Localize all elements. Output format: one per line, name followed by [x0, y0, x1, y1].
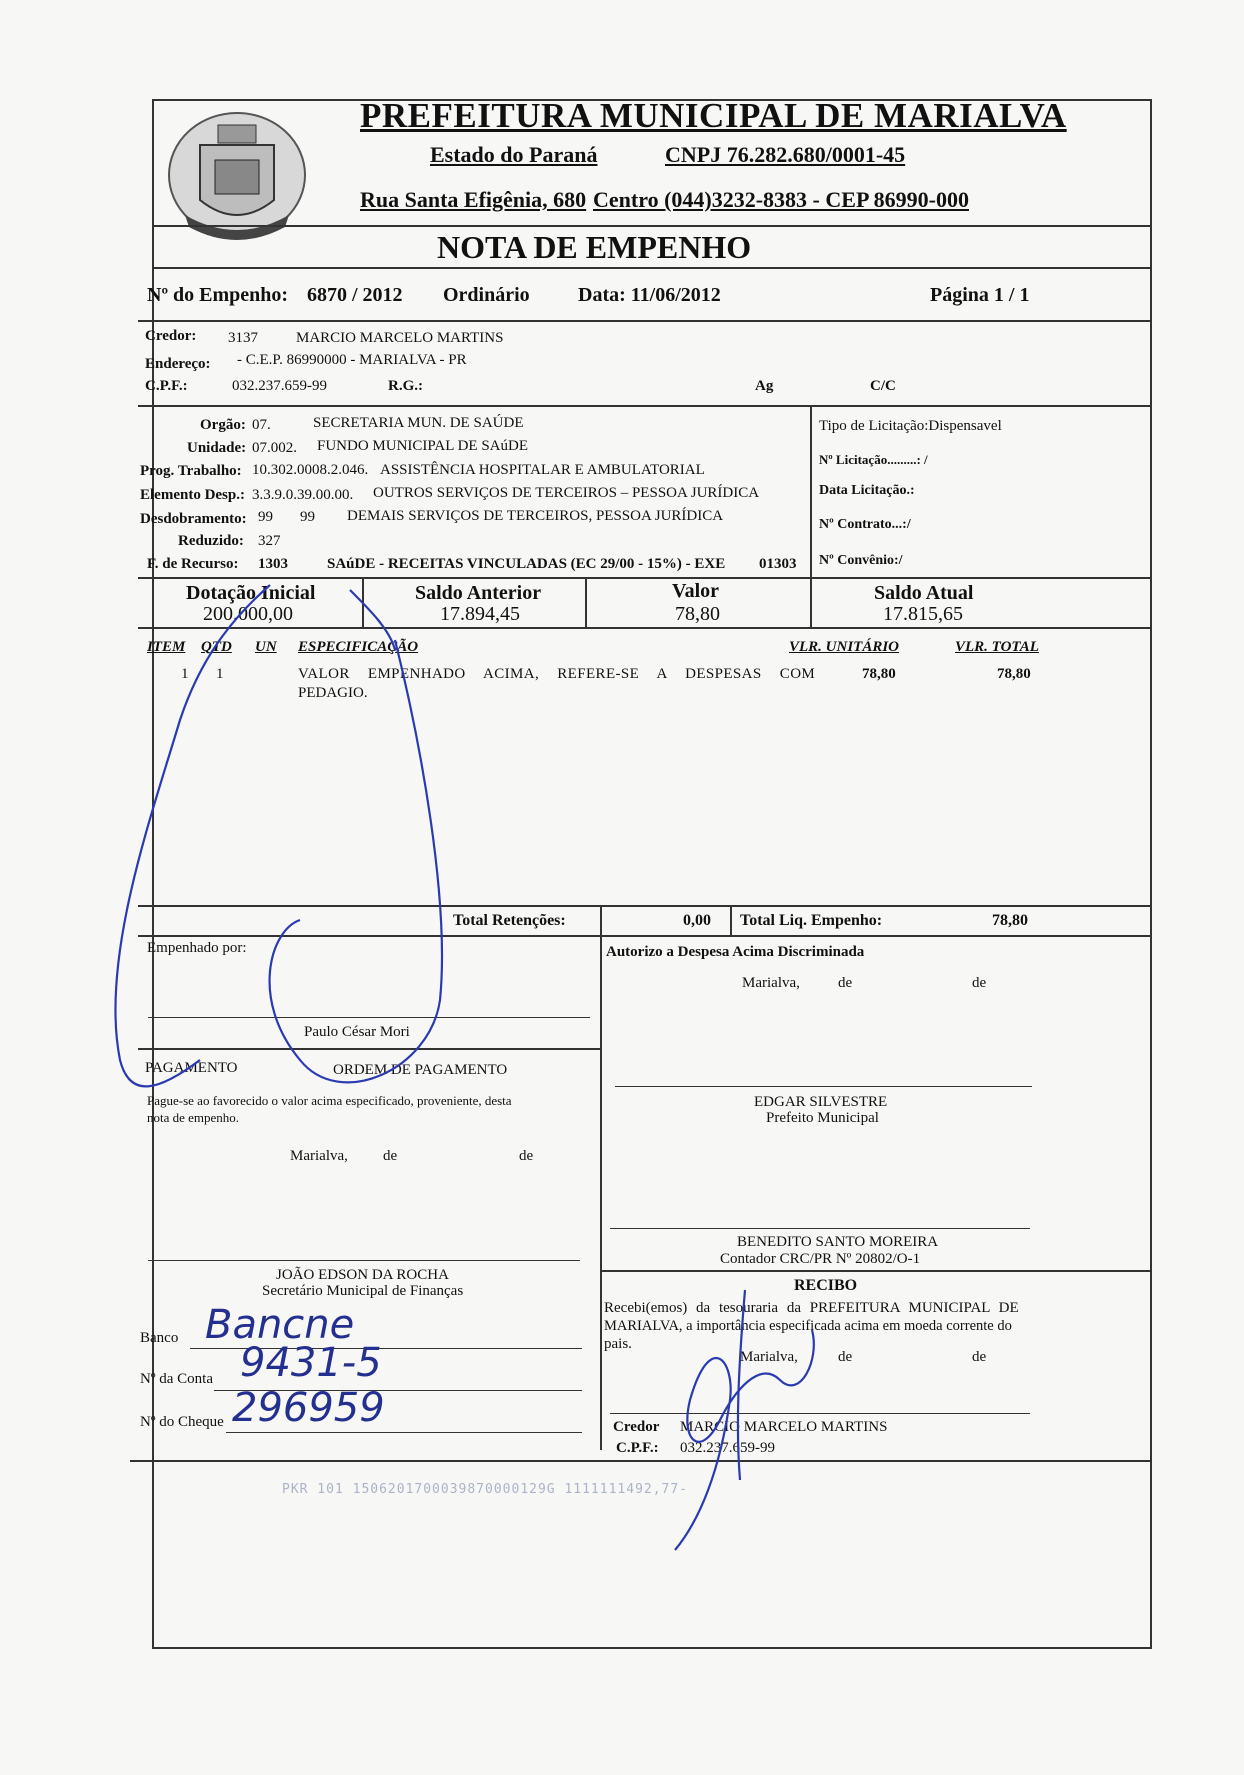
contact-label: Centro (044)3232-8383 - CEP 86990-000 — [593, 187, 969, 212]
total-liquido-value: 78,80 — [992, 912, 1028, 929]
valor-label: Valor — [672, 580, 720, 602]
saldo-anterior-label: Saldo Anterior — [415, 582, 542, 604]
total-retencoes-value: 0,00 — [683, 912, 711, 929]
saldo-anterior-value: 17.894,45 — [440, 603, 520, 625]
saldo-atual-value: 17.815,65 — [883, 603, 963, 625]
recibo-credor-name: MARCIO MARCELO MARTINS — [680, 1419, 888, 1435]
pagamento-local: Marialva, — [290, 1148, 348, 1164]
orgao-desc: SECRETARIA MUN. DE SAÚDE — [313, 415, 524, 431]
ordem-pagamento-label: ORDEM DE PAGAMENTO — [333, 1062, 508, 1078]
autorizo-local: Marialva, — [742, 975, 800, 991]
prog-code: 10.302.0008.2.046. — [252, 462, 369, 478]
total-retencoes-label: Total Retenções: — [453, 912, 566, 929]
col-especificacao: ESPECIFICAÇÃO — [298, 639, 419, 655]
pagamento-de-1: de — [383, 1148, 398, 1164]
autorizo-de-2: de — [972, 975, 987, 991]
credor-name: MARCIO MARCELO MARTINS — [296, 330, 504, 346]
ag-label: Ag — [755, 378, 774, 394]
elemento-desc: OUTROS SERVIÇOS DE TERCEIROS – PESSOA JURÍDICA — [373, 485, 760, 501]
convenio-number: Nº Convênio:/ — [819, 553, 903, 568]
col-un: UN — [255, 639, 277, 655]
prog-label: Prog. Trabalho: — [140, 463, 242, 479]
unidade-label: Unidade: — [187, 440, 247, 456]
state-label: Estado do Paraná — [430, 142, 598, 167]
autorizo-de-1: de — [838, 975, 853, 991]
item-vlr-unitario: 78,80 — [862, 666, 896, 682]
saldo-atual-label: Saldo Atual — [874, 582, 974, 604]
desdobramento-b: 99 — [300, 509, 315, 525]
credor-label: Credor: — [145, 328, 197, 344]
item-especificacao-line-1: VALOR EMPENHADO ACIMA, REFERE-SE A DESPESAS COM — [298, 666, 816, 682]
recibo-text-line-2: MARIALVA, a importância especificada acima em moeda corrente do — [604, 1318, 1012, 1334]
prefeito-title: Prefeito Municipal — [766, 1110, 879, 1126]
endereco-label: Endereço: — [145, 356, 211, 372]
autorizo-label: Autorizo a Despesa Acima Discriminada — [606, 944, 865, 960]
col-item: ITEM — [147, 639, 186, 655]
licitacao-number: Nº Licitação.........: / — [819, 452, 928, 467]
cpf-label: C.P.F.: — [145, 378, 188, 394]
col-vlr-total: VLR. TOTAL — [955, 639, 1039, 655]
cheque-value: 296959 — [232, 1385, 385, 1431]
cheque-label: Nº do Cheque — [140, 1414, 224, 1430]
col-vlr-unitario: VLR. UNITÁRIO — [789, 639, 900, 655]
bank-stamp: PKR 101 1506201700039870000129G 1111111492,77- — [282, 1482, 689, 1497]
desdobramento-label: Desdobramento: — [140, 511, 247, 527]
page-title: PREFEITURA MUNICIPAL DE MARIALVA — [360, 96, 1067, 135]
total-liquido-label: Total Liq. Empenho: — [740, 912, 883, 929]
contador-title: Contador CRC/PR Nº 20802/O-1 — [720, 1251, 921, 1267]
recibo-text-line-3: pais. — [604, 1336, 632, 1352]
recurso-code-2: 01303 — [759, 556, 797, 572]
recibo-title: RECIBO — [794, 1277, 858, 1294]
cpf-value: 032.237.659-99 — [232, 378, 327, 394]
conta-value: 9431-5 — [240, 1340, 382, 1386]
conta-label: Nº da Conta — [140, 1371, 213, 1387]
recibo-de-1: de — [838, 1349, 853, 1365]
recurso-code: 1303 — [258, 556, 288, 572]
prog-desc: ASSISTÊNCIA HOSPITALAR E AMBULATORIAL — [380, 462, 705, 478]
dotacao-label: Dotação Inicial — [186, 582, 316, 604]
item-vlr-total: 78,80 — [997, 666, 1031, 682]
banco-value: Bancne — [205, 1302, 355, 1348]
elemento-code: 3.3.9.0.39.00.00. — [252, 487, 354, 503]
orgao-code: 07. — [252, 417, 271, 433]
recibo-cpf-label: C.P.F.: — [616, 1440, 659, 1456]
unidade-code: 07.002. — [252, 440, 297, 456]
recurso-desc: SAúDE - RECEITAS VINCULADAS (EC 29/00 - 15%) - EXE — [327, 556, 726, 572]
empenho-type: Ordinário — [443, 284, 530, 306]
item-especificacao-line-2: PEDAGIO. — [298, 685, 368, 701]
pagamento-text-line-1: Pague-se ao favorecido o valor acima especificado, proveniente, desta — [147, 1093, 512, 1108]
dotacao-value: 200.000,00 — [203, 603, 293, 625]
secretario-name: JOÃO EDSON DA ROCHA — [276, 1267, 449, 1283]
contador-name: BENEDITO SANTO MOREIRA — [737, 1234, 939, 1250]
banco-label: Banco — [140, 1330, 179, 1346]
document-title: NOTA DE EMPENHO — [437, 229, 752, 265]
licitacao-date: Data Licitação.: — [819, 483, 915, 498]
pagamento-text-line-2: nota de empenho. — [147, 1110, 240, 1125]
cc-label: C/C — [870, 378, 896, 394]
page-number: Página 1 / 1 — [930, 284, 1030, 306]
cnpj-label: CNPJ 76.282.680/0001-45 — [665, 142, 906, 167]
empenho-date: Data: 11/06/2012 — [578, 284, 721, 306]
reduzido-label: Reduzido: — [178, 533, 244, 549]
rg-label: R.G.: — [388, 378, 423, 394]
address-label: Rua Santa Efigênia, 680 — [360, 187, 587, 212]
secretario-title: Secretário Municipal de Finanças — [262, 1283, 464, 1299]
item-qtd: 1 — [216, 666, 224, 682]
recurso-label: F. de Recurso: — [147, 556, 239, 572]
unidade-desc: FUNDO MUNICIPAL DE SAúDE — [317, 438, 528, 454]
empenhado-por-name: Paulo César Mori — [304, 1024, 410, 1040]
prefeito-name: EDGAR SILVESTRE — [754, 1094, 888, 1110]
item-number: 1 — [181, 666, 189, 682]
orgao-label: Orgão: — [200, 417, 246, 433]
contrato-number: Nº Contrato...:/ — [819, 517, 911, 532]
licitacao-type: Tipo de Licitação:Dispensavel — [819, 418, 1002, 434]
recibo-credor-label: Credor — [613, 1419, 660, 1435]
recibo-cpf-value: 032.237.659-99 — [680, 1440, 775, 1456]
empenho-number: 6870 / 2012 — [307, 284, 403, 306]
col-qtd: QTD — [201, 639, 232, 655]
endereco-value: - C.E.P. 86990000 - MARIALVA - PR — [237, 352, 467, 368]
recibo-de-2: de — [972, 1349, 987, 1365]
empenhado-por-label: Empenhado por: — [147, 940, 247, 956]
desdobramento-a: 99 — [258, 509, 273, 525]
desdobramento-desc: DEMAIS SERVIÇOS DE TERCEIROS, PESSOA JURÍDICA — [347, 508, 724, 524]
recibo-text-line-1: Recebi(emos) da tesouraria da PREFEITURA MUNICIPAL DE — [604, 1300, 1019, 1316]
credor-code: 3137 — [228, 330, 258, 346]
recibo-local: Marialva, — [740, 1349, 798, 1365]
elemento-label: Elemento Desp.: — [140, 487, 245, 503]
empenho-number-label: Nº do Empenho: — [147, 284, 289, 306]
pagamento-de-2: de — [519, 1148, 534, 1164]
valor-value: 78,80 — [675, 603, 720, 625]
reduzido-value: 327 — [258, 533, 281, 549]
pagamento-label: PAGAMENTO — [145, 1060, 238, 1076]
